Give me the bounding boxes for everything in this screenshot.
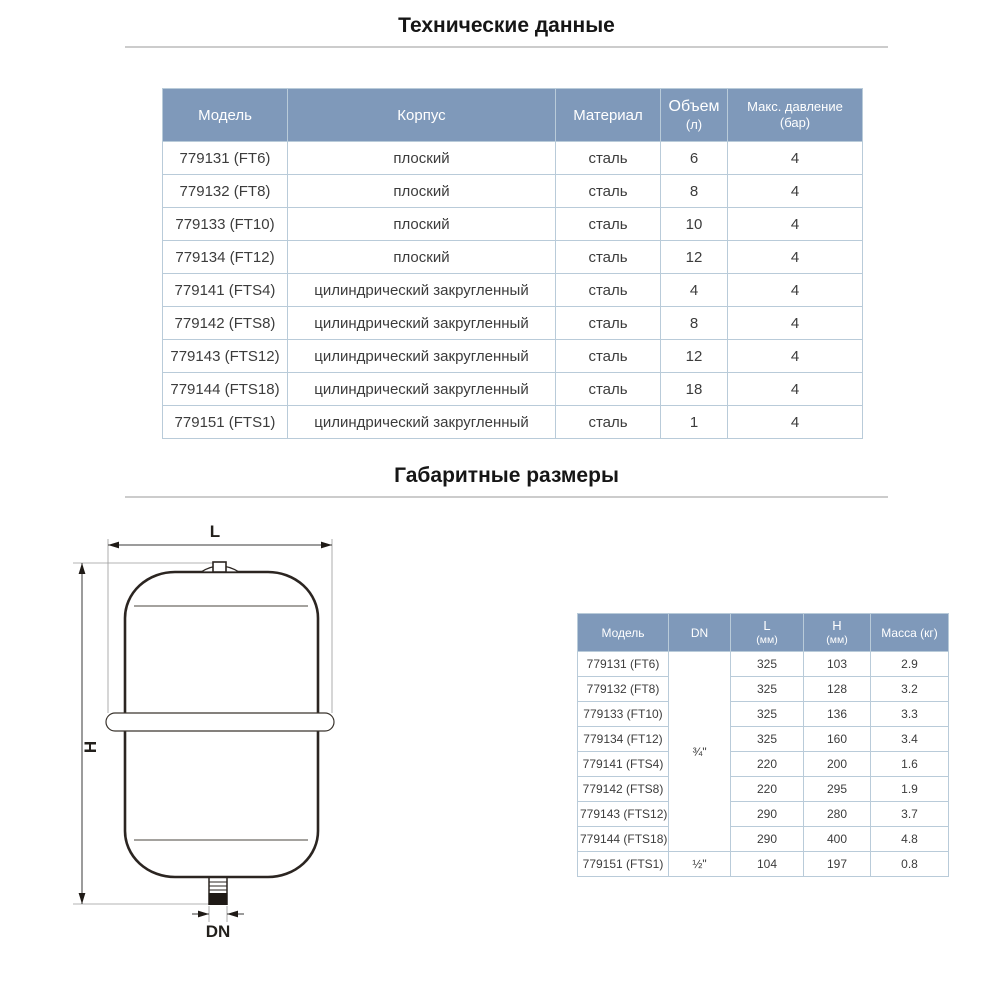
- table-row: [163, 307, 863, 340]
- table-row: [578, 727, 949, 752]
- table-row: [163, 241, 863, 274]
- cell-body: цилиндрический закругленный: [288, 406, 556, 439]
- cell-l: 220: [731, 777, 804, 802]
- dim-label-h: H: [81, 740, 100, 754]
- col-header-h-unit: (мм): [826, 634, 848, 647]
- col-header-dn: DN: [669, 614, 731, 652]
- cell-mass: 4.8: [871, 827, 949, 852]
- cell-model: 779132 (FT8): [578, 677, 669, 702]
- table-row: [163, 175, 863, 208]
- cell-volume: 18: [661, 373, 728, 406]
- table-row: [578, 852, 949, 877]
- cell-model: 779143 (FTS12): [578, 802, 669, 827]
- col-header-pressure-main: Макс. давление: [747, 98, 843, 114]
- cell-l: 325: [731, 652, 804, 677]
- table-row: [578, 677, 949, 702]
- cell-pressure: 4: [728, 307, 863, 340]
- col-header-volume-main: Объем: [668, 97, 720, 115]
- dim-label-l: L: [209, 522, 221, 541]
- cell-model: 779142 (FTS8): [163, 307, 288, 340]
- table-header-row: [578, 614, 949, 652]
- table-row: [163, 340, 863, 373]
- cell-h: 136: [804, 702, 871, 727]
- cell-body: цилиндрический закругленный: [288, 307, 556, 340]
- col-header-h-main: H: [832, 617, 842, 633]
- tank-dimension-diagram: [60, 515, 360, 955]
- cell-mass: 1.6: [871, 752, 949, 777]
- col-header-volume-unit: (л): [685, 116, 703, 132]
- cell-body: плоский: [288, 175, 556, 208]
- col-header-l: [731, 614, 804, 652]
- cell-volume: 1: [661, 406, 728, 439]
- cell-pressure: 4: [728, 373, 863, 406]
- section-title-technical-data: Технические данные: [398, 14, 615, 37]
- col-header-volume: [661, 89, 728, 142]
- cell-mass: 3.2: [871, 677, 949, 702]
- cell-h: 295: [804, 777, 871, 802]
- cell-model: 779141 (FTS4): [578, 752, 669, 777]
- cell-mass: 0.8: [871, 852, 949, 877]
- cell-model: 779133 (FT10): [163, 208, 288, 241]
- table-row: [578, 752, 949, 777]
- table-row: [163, 142, 863, 175]
- table-row: [578, 802, 949, 827]
- cell-volume: 6: [661, 142, 728, 175]
- cell-model: 779143 (FTS12): [163, 340, 288, 373]
- cell-material: сталь: [556, 406, 661, 439]
- cell-h: 400: [804, 827, 871, 852]
- cell-model: 779133 (FT10): [578, 702, 669, 727]
- cell-h: 197: [804, 852, 871, 877]
- divider-line-bottom: [125, 496, 888, 498]
- table-row: [578, 827, 949, 852]
- cell-volume: 12: [661, 241, 728, 274]
- cell-body: плоский: [288, 142, 556, 175]
- cell-body: цилиндрический закругленный: [288, 274, 556, 307]
- cell-material: сталь: [556, 373, 661, 406]
- col-header-body: Корпус: [288, 89, 556, 142]
- col-header-pressure: [728, 89, 863, 142]
- cell-volume: 10: [661, 208, 728, 241]
- cell-material: сталь: [556, 208, 661, 241]
- cell-pressure: 4: [728, 406, 863, 439]
- divider-line-top: [125, 46, 888, 48]
- air-valve: [201, 562, 239, 572]
- cell-dn: ½": [669, 852, 731, 877]
- cell-pressure: 4: [728, 241, 863, 274]
- threaded-connection: [209, 877, 228, 905]
- col-header-pressure-unit: (бар): [779, 115, 811, 130]
- cell-dn-shared: ¾": [669, 652, 731, 852]
- col-header-h: [804, 614, 871, 652]
- table-row: [163, 373, 863, 406]
- cell-material: сталь: [556, 307, 661, 340]
- cell-h: 200: [804, 752, 871, 777]
- cell-mass: 3.7: [871, 802, 949, 827]
- cell-l: 290: [731, 802, 804, 827]
- cell-body: плоский: [288, 208, 556, 241]
- table-row: [163, 208, 863, 241]
- cell-l: 325: [731, 727, 804, 752]
- cell-model: 779141 (FTS4): [163, 274, 288, 307]
- cell-pressure: 4: [728, 175, 863, 208]
- dim-label-dn: DN: [205, 922, 231, 941]
- cell-model: 779132 (FT8): [163, 175, 288, 208]
- cell-mass: 1.9: [871, 777, 949, 802]
- cell-volume: 12: [661, 340, 728, 373]
- table-row: [578, 777, 949, 802]
- section-title-dimensions: Габаритные размеры: [394, 464, 619, 487]
- table-row: [163, 406, 863, 439]
- table-header-row: [163, 89, 863, 142]
- col-header-material: Материал: [556, 89, 661, 142]
- mounting-band: [106, 713, 334, 731]
- table-row: [578, 652, 949, 677]
- cell-pressure: 4: [728, 340, 863, 373]
- cell-pressure: 4: [728, 274, 863, 307]
- cell-mass: 3.3: [871, 702, 949, 727]
- cell-material: сталь: [556, 340, 661, 373]
- cell-body: цилиндрический закругленный: [288, 373, 556, 406]
- cell-model: 779134 (FT12): [163, 241, 288, 274]
- col-header-l-main: L: [763, 617, 771, 633]
- cell-pressure: 4: [728, 142, 863, 175]
- col-header-mass: Масса (кг): [871, 614, 949, 652]
- cell-body: плоский: [288, 241, 556, 274]
- cell-model: 779144 (FTS18): [163, 373, 288, 406]
- cell-l: 104: [731, 852, 804, 877]
- cell-h: 103: [804, 652, 871, 677]
- cell-mass: 3.4: [871, 727, 949, 752]
- cell-h: 160: [804, 727, 871, 752]
- cell-pressure: 4: [728, 208, 863, 241]
- cell-material: сталь: [556, 175, 661, 208]
- cell-model: 779144 (FTS18): [578, 827, 669, 852]
- cell-model: 779131 (FT6): [578, 652, 669, 677]
- cell-model: 779131 (FT6): [163, 142, 288, 175]
- cell-model: 779134 (FT12): [578, 727, 669, 752]
- cell-h: 280: [804, 802, 871, 827]
- table-row: [163, 274, 863, 307]
- cell-l: 290: [731, 827, 804, 852]
- cell-material: сталь: [556, 274, 661, 307]
- table-row: [578, 702, 949, 727]
- col-header-model: Модель: [578, 614, 669, 652]
- cell-model: 779151 (FTS1): [163, 406, 288, 439]
- cell-material: сталь: [556, 241, 661, 274]
- cell-mass: 2.9: [871, 652, 949, 677]
- cell-l: 325: [731, 702, 804, 727]
- cell-body: цилиндрический закругленный: [288, 340, 556, 373]
- cell-volume: 8: [661, 175, 728, 208]
- cell-model: 779142 (FTS8): [578, 777, 669, 802]
- cell-model: 779151 (FTS1): [578, 852, 669, 877]
- col-header-model: Модель: [163, 89, 288, 142]
- dimensions-table: [577, 613, 949, 877]
- cell-h: 128: [804, 677, 871, 702]
- cell-l: 325: [731, 677, 804, 702]
- col-header-l-unit: (мм): [756, 634, 778, 647]
- cell-l: 220: [731, 752, 804, 777]
- technical-data-table: [162, 88, 863, 439]
- cell-volume: 8: [661, 307, 728, 340]
- cell-material: сталь: [556, 142, 661, 175]
- cell-volume: 4: [661, 274, 728, 307]
